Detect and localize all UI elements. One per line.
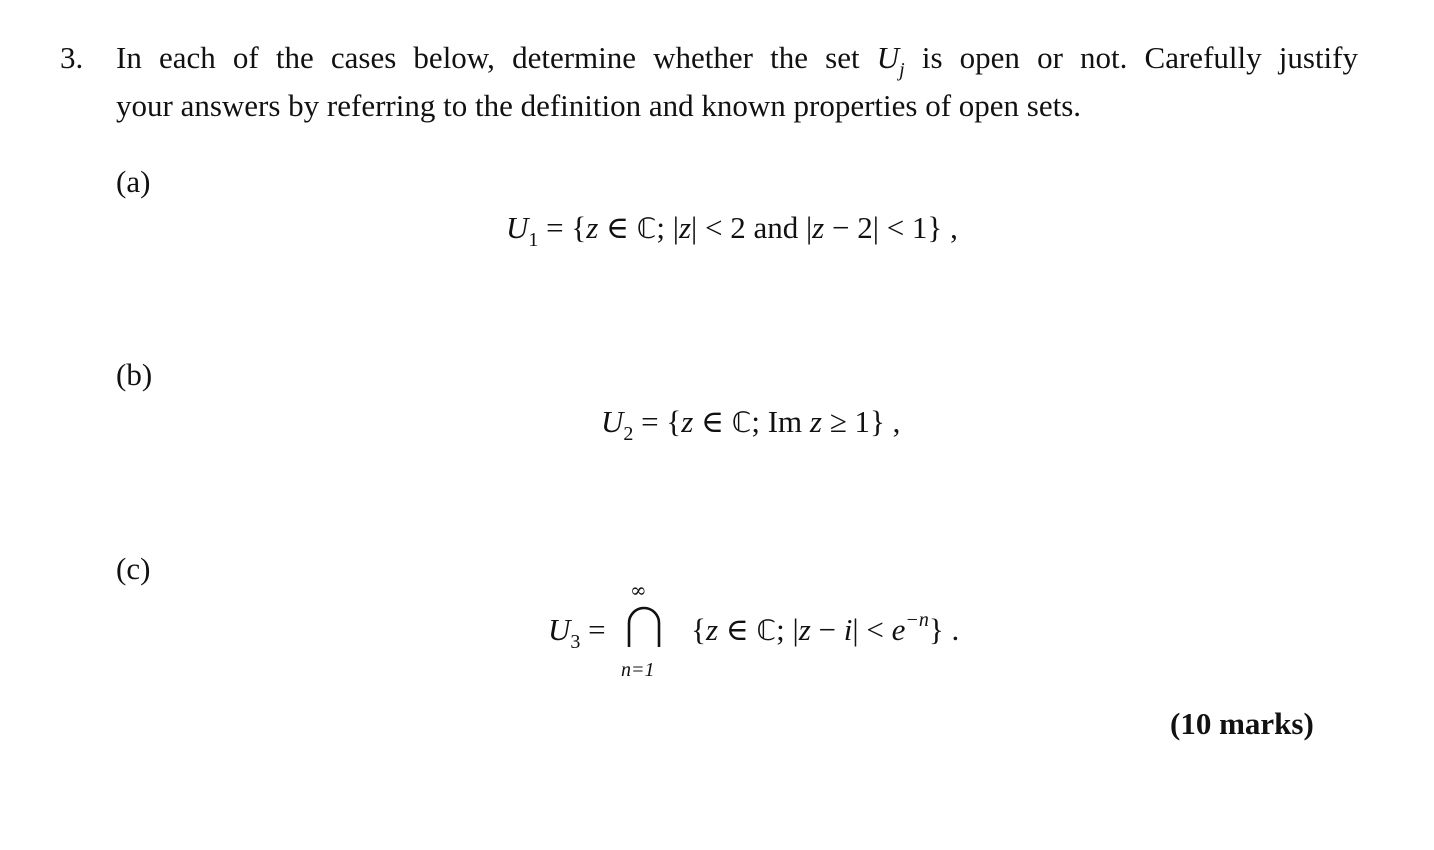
eq-close-brace: }	[928, 612, 944, 647]
eq-symbol: = {	[633, 404, 682, 439]
question-text-part: is open or not. Carefully justify	[904, 40, 1358, 75]
marks-label: (10 marks)	[1170, 706, 1314, 741]
part-c-label: (c)	[116, 551, 151, 586]
eq-var: z	[678, 210, 692, 245]
eq-lhs-sub: 1	[528, 229, 539, 251]
eq-cond: | < 2 and |	[691, 210, 813, 245]
eq-cond: | <	[852, 612, 892, 647]
eq-open-brace: {	[683, 612, 707, 647]
eq-tail: ,	[942, 210, 958, 245]
equation-u1	[506, 210, 958, 251]
complex-field-symbol: ℂ	[756, 614, 777, 647]
question-text-line-1	[116, 40, 1358, 81]
equation-u2	[601, 404, 901, 445]
question-text-part: In each of the cases below, determine whether the set	[116, 40, 877, 75]
eq-sep: ; |	[776, 612, 799, 647]
eq-cond: − 2| < 1}	[824, 210, 943, 245]
eq-exponent: −n	[905, 609, 929, 631]
set-variable: U	[876, 40, 900, 75]
eq-sep: ; Im	[751, 404, 810, 439]
eq-in: ∈	[693, 404, 732, 439]
eq-symbol: = {	[538, 210, 587, 245]
eq-lhs: U	[548, 612, 571, 647]
eq-var: z	[812, 210, 825, 245]
eq-in: ∈	[718, 612, 757, 647]
intersection-upper-limit: ∞	[630, 578, 647, 602]
eq-lhs-sub: 3	[570, 631, 581, 653]
eq-var: z	[798, 612, 811, 647]
eq-minus: −	[810, 612, 844, 647]
eq-cond: ≥ 1}	[822, 404, 885, 439]
eq-lhs: U	[506, 210, 529, 245]
equation-u3	[548, 609, 960, 653]
eq-tail: .	[943, 612, 960, 647]
eq-sep: ; |	[656, 210, 679, 245]
eq-symbol: =	[580, 612, 614, 647]
intersection-lower-limit: n=1	[621, 659, 655, 681]
complex-field-symbol: ℂ	[731, 406, 752, 439]
eq-in: ∈	[598, 210, 637, 245]
part-a-label: (a)	[116, 164, 151, 199]
question-text-line-2: your answers by referring to the definition and known properties of open sets.	[116, 88, 1082, 123]
part-b-label: (b)	[116, 357, 153, 392]
eq-var: z	[809, 404, 822, 439]
eq-imaginary-unit: i	[843, 612, 853, 647]
complex-field-symbol: ℂ	[636, 212, 657, 245]
question-number: 3.	[60, 40, 84, 75]
eq-euler: e	[891, 612, 906, 647]
eq-tail: ,	[884, 404, 901, 439]
eq-var: z	[706, 612, 719, 647]
eq-var: z	[681, 404, 694, 439]
eq-var: z	[586, 210, 599, 245]
eq-lhs: U	[601, 404, 624, 439]
set-index: j	[899, 59, 905, 81]
eq-lhs-sub: 2	[623, 423, 634, 445]
